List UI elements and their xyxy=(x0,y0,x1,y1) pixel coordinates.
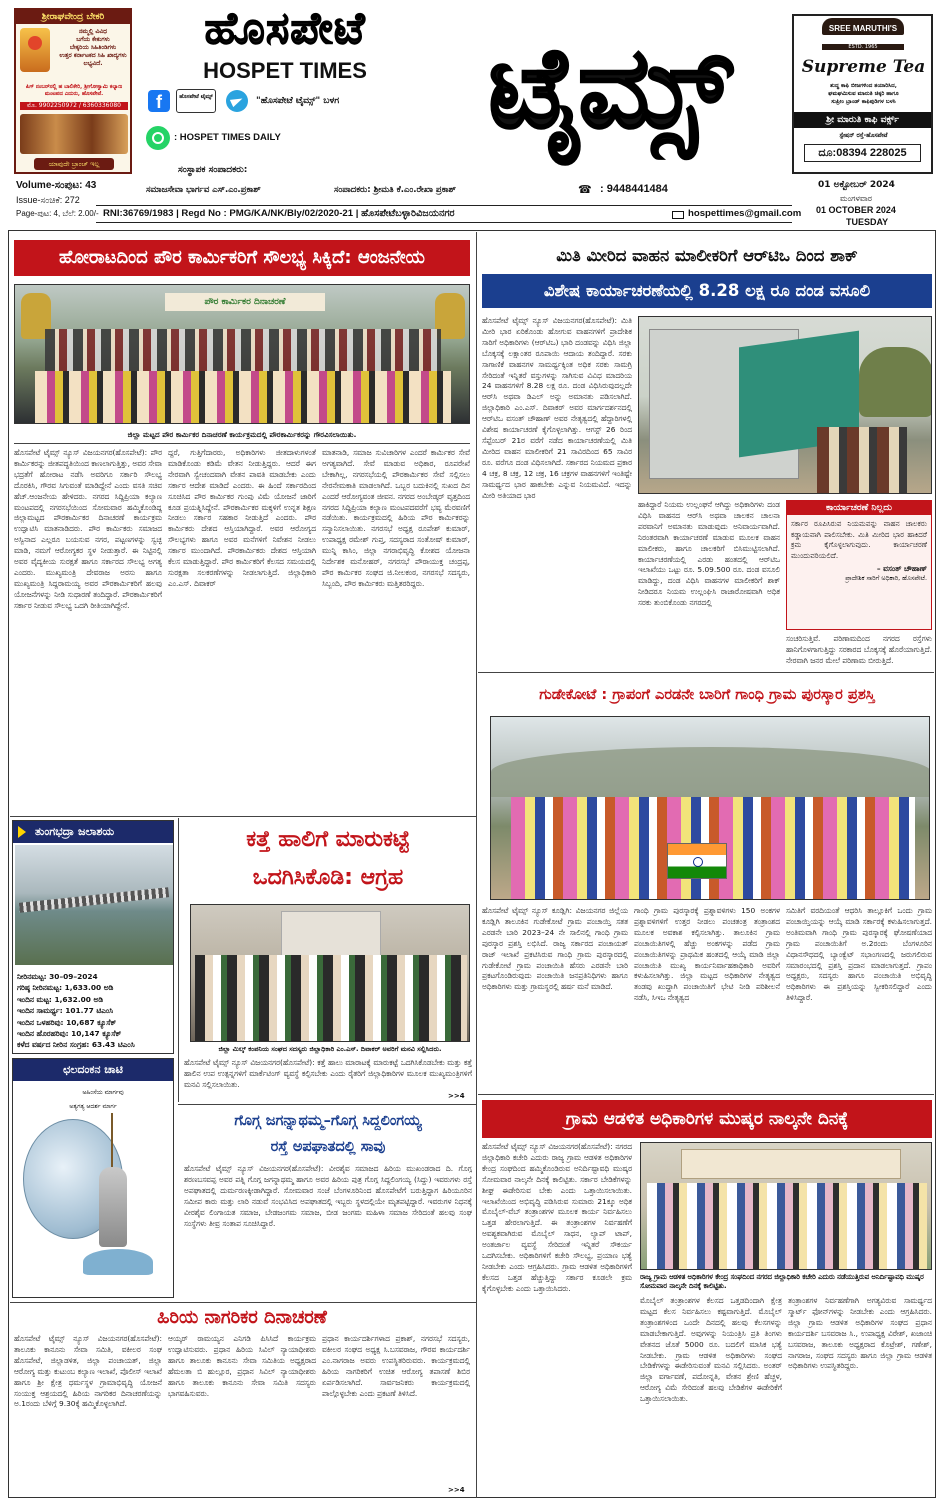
title-kannada: ಹೊಸಪೇಟೆ xyxy=(204,3,366,54)
story7-col2: ಆಯ್ಕರ್ ರಾಮಯ್ಯನ ಎನಿಗಡಿ ಪಿಸಿಸಿದೆ ಕಾರ್ಯಕ್ರಮ ಉದ್ಘಾಟಿಸುವರು. ಪ್ರಧಾನ ಹಿರಿಯ ಸಿವಿಲ್ ನ್ಯಾಯಾಧೀಶರು ಹಾಗೂ ತಾಲೂಕು ಕಾನೂನು ಸೇವಾ ಸಮಿತಿಯ ಅಧ್ಯಕ್ಷರಾದ ಹೆಮಲತಾ ಬಿ ಹುಲ್ಲೂರ, ಪ್ರಧಾನ ಸಿವಿಲ್ ನ್ಯಾಯಾಧೀಶರು ಹಾಗೂ ತಾಲೂಕು ಕಾನೂನು ಸೇವಾ ಸಮಿತಿ ಸದಸ್ಯರು ಭಾಗವಹಿಸುವರು. xyxy=(168,1334,316,1398)
crowd-front-row xyxy=(35,371,451,423)
story5-caption: ಜಿಲ್ಲಾ ಮಿಲ್ಕ್ ಕಂಪನಿಯ ಸಂಘದ ಸದಸ್ಯರು ಜಿಲ್ಲಾಧಿಕಾರಿ ಎಂ.ಎಸ್. ದಿವಾಕರ್ ಅವರಿಗೆ ಮನವಿ ಸಲ್ಲಿಸಿದರು. xyxy=(218,1045,442,1053)
protesters xyxy=(647,1183,927,1269)
story6-headline-line2[interactable]: ರಸ್ತೆ ಅಪಘಾತದಲ್ಲಿ ಸಾವು xyxy=(270,1139,386,1155)
story7-col1: ಹೊಸಪೇಟೆ ಟೈಮ್ಸ್ ನ್ಯೂಸ್ ವಿಜಯನಗರ(ಹೊಸಪೇಟೆ): ತಾಲೂಕು ಕಾನೂನು ಸೇವಾ ಸಮಿತಿ, ವಕೀಲರ ಸಂಘ ಹೊಸಪೇಟೆ, ಜಿಲ್ಲಾಡಳಿತ, ಜಿಲ್ಲಾ ಪಂಚಾಯತ್, ಜಿಲ್ಲಾ ಆರೋಗ್ಯ ಮತ್ತು ಕುಟುಂಬ ಕಲ್ಯಾಣ ಇಲಾಖೆ, ಪೊಲೀಸ್ ಇಲಾಖೆ ಹಾಗೂ ಶ್ರೀ ಕ್ಷೇತ್ರ ಧರ್ಮಸ್ಥಳ ಗ್ರಾಮಾಭಿವೃದ್ಧಿ ಯೋಜನೆ ಸಂಯುಕ್ತ ಆಶ್ರಯದಲ್ಲಿ ಹಿರಿಯ ನಾಗರಿಕರ ದಿನಾಚರಣೆಯನ್ನು ಅ.1ರಂದು ಬೆಳಿಗ್ಗೆ 9.30ಕ್ಕೆ ಹಮ್ಮಿಕೊಳ್ಳಲಾಗಿದೆ. xyxy=(14,1334,162,1409)
title-english: HOSPET TIMES xyxy=(203,58,367,83)
editor-phone: : 9448441484 xyxy=(600,183,668,195)
editor: ಸಂಪಾದಕರು: ಶ್ರೀಮತಿ ಕೆ.ಎಂ.ರೇಖಾ ಪ್ರಕಾಶ್ xyxy=(334,185,456,195)
dam-date: ನೀರಿನಮಟ್ಟ: 30–09–2024 xyxy=(17,972,98,981)
story4-headline[interactable]: ಗ್ರಾಮ ಆಡಳಿತ ಅಧಿಕಾರಿಗಳ ಮುಷ್ಕರ ನಾಲ್ಕನೇ ದಿನಕ್ಕೆ xyxy=(482,1100,932,1138)
tea-ad-phone: ದೂ:08394 228025 xyxy=(804,144,921,162)
story1-photo-banner: ಪೌರ ಕಾರ್ಮಿಕರ ದಿನಾಚರಣೆ xyxy=(165,293,325,311)
hills xyxy=(491,747,930,797)
story5-photo xyxy=(190,904,470,1042)
deity-icon xyxy=(28,36,42,50)
bakery-ad-tagline: ಯಾವುದೇ ಬ್ರಾಂಚ್ ಇಲ್ಲ xyxy=(34,158,114,170)
trees xyxy=(859,347,932,417)
whatsapp-label: : HOSPET TIMES DAILY xyxy=(174,132,281,143)
tea-ad-line: ಘಮಘಮಿಸುವ ಮಾರುತಿ ಚಿಕ್ಕರಿ ಹಾಗೂ xyxy=(828,91,899,97)
crowd-back-row xyxy=(45,329,441,371)
date-kn: 01 ಅಕ್ಟೋಬರ್ 2024 xyxy=(818,180,895,190)
story1-col3: ಮಾತನಾಡಿ, ಸಮಾಜ ಸುವಿಚಾರಿಗಳ ಎಂದರೆ ಕಾರ್ಮಿಕರ ಸೇವೆ ಅಗತ್ಯವಾಗಿದೆ. ಸೇವೆ ಮಾಡುವ ಅಧಿಕಾರ, ರೂಪರೇಖೆ ಬೇಕಾಗಿಲ್ಲ, ನಗರಸಭೆಯಲ್ಲಿ ಪೌರಕಾರ್ಮಿಕರ ಸೇವೆ ಸಲ್ಲಿಸಲು ನೇರನೇಮಕಾತಿ ಮಾಡಲಾಗಿದೆ. ಒಬ್ಬರ ಬದುಕಿನಲ್ಲಿ ಸುಖದ ದಿನ ಎಂದರೆ ಆರೋಗ್ಯವಂತ ಜೀವನ. ನಗರದ ಅಂಬೇಡ್ಕರ್ ವೃತ್ತದಿಂದ ನಗರದ ಸಿದ್ದಿಪ್ರಿಯಾ ಕಲ್ಯಾಣ ಮಂಟಪದವರೆಗೆ ಭವ್ಯ ಮೆರವಣಿಗೆ ನಡೆಯಿತು. ಕಾರ್ಯಕ್ರಮದಲ್ಲಿ ಹಿರಿಯ ಪೌರ ಕಾರ್ಮಿಕರನ್ನು ಸನ್ಮಾನಿಸಲಾಯಿತು. ನಗರಸಭೆ ಅಧ್ಯಕ್ಷ ರೂಪೇಶ್ ಕುಮಾರ್, ಉಪಾಧ್ಯಕ್ಷ ರಮೇಶ್ ಗುಪ್ತ, ಸದಸ್ಯರಾದ ಸಂತೋಷ್ ಕುಮಾರ್, ಮುನ್ನಿ ಕಾಸಿಂ, ಜಿಲ್ಲಾ ನಗರಾಭಿವೃದ್ಧಿ ಕೋಶದ ಯೋಜನಾ ನಿರ್ದೇಶಕ ಮನೋಹರ್, ನಗರಸಭೆ ಪೌರಾಯುಕ್ತ ಚಂದ್ರಪ್ಪ, ಪೌರ ಕಾರ್ಮಿಕರ ಸಂಘದ ಜಿ.ನೀಲಕಂಠ, ನಗರಸಭೆ ಸದಸ್ಯರು, ಸಿಬ್ಬಂದಿ, ಪೌರ ಕಾರ್ಮಿಕರು ಮತ್ತಿತರರಿದ್ದರು. xyxy=(322,448,470,588)
story6-bottom-rule xyxy=(10,1302,476,1303)
pedestal-icon xyxy=(83,1249,153,1275)
story5-headline-line1[interactable]: ಕತ್ತೆ ಹಾಲಿಗೆ ಮಾರುಕಟ್ಟೆ xyxy=(246,827,410,852)
tea-ad-line: ಶುದ್ಧ ಕಾಫಿ ಬೀಜಗಳಿಂದ ತಯಾರಿಸಿದ, xyxy=(830,83,897,89)
banner xyxy=(681,1149,901,1179)
email[interactable]: hospettimes@gmail.com xyxy=(688,208,802,219)
story2-headline-line2[interactable]: ವಿಶೇಷ ಕಾರ್ಯಾಚರಣೆಯಲ್ಲಿ 8.28 ಲಕ್ಷ ರೂ ದಂಡ ವಸೂಲಿ xyxy=(482,274,932,308)
cartoon-bubble-1: ಅಹಿಂಸೆಯ ಮಾರ್ಗವು xyxy=(82,1089,124,1096)
story6-text: ಹೊಸಪೇಟೆ ಟೈಮ್ಸ್ ನ್ಯೂಸ್ ವಿಜಯನಗರ(ಹೊಸಪೇಟೆ): ವೀರಶೈವ ಸಮಾಜದ ಹಿರಿಯ ಮುಖಂಡರಾದ ದಿ. ಗೊಗ್ಗ ಶರಣಬಸವಪ್ಪ ಅವರ ಪತ್ನಿ ಗೊಗ್ಗ ಜಗನ್ನಾಥಮ್ಮ ಹಾಗೂ ಅವರ ಹಿರಿಯ ಪುತ್ರ ಗೊಗ್ಗ ಸಿದ್ದಲಿಂಗಯ್ಯ (ಸಿದ್ದು) ಇವರುಗಳು ರಸ್ತೆ ಅಪಘಾತದಲ್ಲಿ ದುರ್ಮರಣಕ್ಕೀಡಾಗಿದ್ದಾರೆ. ಸೋಮವಾರ ಸಂಜೆ ಬೆಂಗಳೂರಿನಿಂದ ಹೊಸಪೇಟೆಗೆ ಬರುತ್ತಿದ್ದಾಗ ಹಿರಿಯೂರಿನ ಸಮೀಪ ಕಾರು ಮತ್ತು ಲಾರಿ ನಡುವೆ ಸಂಭವಿಸಿದ ಅಪಘಾತದಲ್ಲಿ ಇಬ್ಬರು ಸ್ಥಳದಲ್ಲಿಯೇ ಮೃತಪಟ್ಟಿದ್ದಾರೆ. ಇವರುಗಳ ನಿಧನಕ್ಕೆ ವೀರಶೈವ ಲಿಂಗಾಯತ ಸಮಾಜ, ಬೇಡಜಂಗಮ ಸಮಾಜ, ಬೀಡ ಜಂಗಮ ಮಹಿಳಾ ಸಮಾಜ ಸೇರಿದಂತೆ ಹಲವು ಸಂಘ ಸಂಸ್ಥೆಗಳು ತೀವ್ರ ಸಂತಾಪ ಸೂಚಿಸಿದ್ದಾರೆ. xyxy=(184,1164,472,1228)
bakery-ad-address: ಪಿಗ್ ನಂಬರ್‌ನಲ್ಲಿ ಹ ಬಾಲಿಕೇರಿ, ಶ್ರೀಗೋಸ್ವಾಮಿ ಕಲ್ಯಾಣ ಮಂಟಪದ ಎದುರು, ಹೊಸಪೇಟೆ. xyxy=(25,84,123,97)
page-price: Page-ಪುಟ: 4, ಬೆಲೆ: 2.00/- xyxy=(16,209,99,218)
story1-photo xyxy=(14,284,470,424)
story3-col3: ಸಮಿತಿಗೆ ವರದಿಯಂತೆ ಆಧರಿಸಿ ತಾಲ್ಲೂಕಿಗೆ ಒಂದು ಗ್ರಾಮ ಪಂಚಾಯ್ತಿಯನ್ನು ಆಯ್ಕೆ ಮಾಡಿ ಸರ್ಕಾರಕ್ಕೆ ಕಳುಹಿಸಲಾಗುತ್ತದೆ. ಅಂತಿಮವಾಗಿ ಗಾಂಧಿ ಗ್ರಾಮ ಪುರಸ್ಕಾರಕ್ಕೆ ಘೋಷಣೆಯಾದ ಗ್ರಾಮ ಪಂಚಾಯಿತಿಗೆ ಅ.2ರಂದು ಬೆಂಗಳೂರಿನ ವಿಧಾನಸೌಧದಲ್ಲಿ ಬ್ಯಾಂಕ್ವೆಟ್ ಸಭಾಂಗಣದಲ್ಲಿ ಜರುಗಲಿರುವ ಸಮಾರಂಭದಲ್ಲಿ ಪ್ರಶಸ್ತಿ ಪ್ರದಾನ ಮಾಡಲಾಗುತ್ತದೆ. ಗ್ರಾಪಂ ಅಧ್ಯಕ್ಷರು, ಸದಸ್ಯರು ಹಾಗೂ ಪಂಚಾಯಿತಿ ಅಭಿವೃದ್ಧಿ ಅಧಿಕಾರಿಗಳು ಈ ಪ್ರಶಸ್ತಿಯನ್ನು ಸ್ವೀಕರಿಸಲಿದ್ದಾರೆ ಎಂದು ತಿಳಿಸಿದ್ದಾರೆ. xyxy=(786,906,932,1003)
story6-headline-line1[interactable]: ಗೊಗ್ಗ ಜಗನ್ನಾಥಮ್ಮ–ಗೊಗ್ಗ ಸಿದ್ದಲಿಂಗಯ್ಯ xyxy=(234,1113,422,1129)
figure-icon xyxy=(99,1167,127,1247)
facebook-icon[interactable]: f xyxy=(148,90,170,112)
bakery-ad-phone: ಮೊ. 9902250972 / 6360336080 xyxy=(20,102,128,110)
dam-photo xyxy=(15,845,173,965)
story2-quote-sign: – ವಸಂತ್ ಚೌಹಾಣ್ xyxy=(876,564,927,574)
telegram-group-label: "ಹೊಸಪೇಟೆ ಟೈಮ್ಸ್" ಬಳಗ xyxy=(256,96,340,106)
story5-bottom-rule xyxy=(178,1104,476,1105)
national-flag xyxy=(667,843,727,879)
day-kn: ಮಂಗಳವಾರ xyxy=(840,194,873,203)
bakery-ad-line: ನಮ್ಮಲ್ಲಿ ವಿವಿಧ xyxy=(78,28,108,35)
dam-current-level: ಇಂದಿನ ಮಟ್ಟ: 1,632.00 ಅಡಿ xyxy=(17,994,104,1004)
officers xyxy=(817,427,907,493)
story7-col3: ಪ್ರಧಾನ ಕಾರ್ಯದರ್ಶಿಗಳಾದ ಪ್ರಕಾಶ್, ನಗರಸಭೆ ಸದಸ್ಯರು, ವಕೀಲರ ಸಂಘದ ಅಧ್ಯಕ್ಷ ಸಿ.ಬಸವರಾಜ, ಗೌರವ ಕಾರ್ಯದರ್ಶಿ ಎಂ.ನಾಗರಾಜ ಅವರು ಉಪಸ್ಥಿತರಿರುವರು. ಕಾರ್ಯಕ್ರಮದಲ್ಲಿ ಹಿರಿಯ ನಾಗರಿಕರಿಗೆ ಉಚಿತ ಆರೋಗ್ಯ ತಪಾಸಣೆ ಶಿಬಿರ ಏರ್ಪಡಿಸಲಾಗಿದೆ. ಸಾರ್ವಜನಿಕರು ಕಾರ್ಯಕ್ರಮದಲ್ಲಿ ಪಾಲ್ಗೊಳ್ಳಬೇಕು ಎಂದು ಪ್ರಕಟಣೆ ತಿಳಿಸಿದೆ. xyxy=(322,1334,470,1398)
story2-col3: ಸಂಚರಿಸುತ್ತಿವೆ. ಪರಿಣಾಮದಿಂದ ನಗರದ ರಸ್ತೆಗಳು ಹಾನಿಗೊಳಗಾಗುತ್ತಿದ್ದು ಸರಕಾರದ ಬೊಕ್ಕಸಕ್ಕೆ ಹೊರೆಯಾಗುತ್ತಿದೆ. ನೇರವಾಗಿ ಜನರ ಮೇಲೆ ಪರಿಣಾಮ ಬೀರುತ್ತಿದೆ. xyxy=(786,634,932,665)
bakery-ad-line: ಬೇಕ್ಕರಿಯ ಸಿಹಿತಿಂಡಿಗಳು xyxy=(69,44,117,51)
mail-icon xyxy=(672,211,684,219)
story3-bottom-rule xyxy=(478,1094,934,1095)
story1-bottom-rule xyxy=(10,816,476,817)
facebook-page-label[interactable]: ಹೊಸಪೇಟೆ ಟೈಮ್ಸ್ xyxy=(176,89,216,113)
story3-photo xyxy=(490,716,930,900)
rni: RNI:36769/1983 | Regd No : PMG/KA/NK/Bly/02/2020-21 | ಹೊಸಪೇಟೆಬಳ್ಳಾರಿವಿಜಯನಗರ xyxy=(103,208,455,219)
story3-col1: ಹೊಸಪೇಟೆ ಟೈಮ್ಸ್ ನ್ಯೂಸ್ ಕೂಡ್ಲಿಗಿ: ವಿಜಯನಗರ ಜಿಲ್ಲೆಯ ಕೂಡ್ಲಿಗಿ ತಾಲೂಕಿನ ಗುಡೇಕೋಟೆ ಗ್ರಾಮ ಪಂಚಾಯ್ತಿ ಸತತ ಎರಡನೇ ಬಾರಿ 2023–24 ನೇ ಸಾಲಿನಲ್ಲಿ ಗಾಂಧಿ ಗ್ರಾಮ ಪುರಸ್ಕಾರ ಪ್ರಶಸ್ತಿ ಲಭಿಸಿದೆ. ರಾಜ್ಯ ಸರ್ಕಾರದ ಪಂಚಾಯತ್ ರಾಜ್ ಇಲಾಖೆ ಪ್ರಕಟಿಸಿರುವ ಗಾಂಧಿ ಗ್ರಾಮ ಪುರಸ್ಕಾರದಲ್ಲಿ ಗುಡೇಕೋಟೆ ಗ್ರಾಮ ಪಂಚಾಯಿತಿ ಹೆಸರು ಎರಡನೇ ಬಾರಿ ಪ್ರಕಟಗೊಂಡಿರುವುದು ಪಂಚಾಯಿತಿ ಜನಪ್ರತಿನಿಧಿಗಳು ಹಾಗೂ ಅಧಿಕಾರಿಗಳು ಮತ್ತು ಗ್ರಾಮಸ್ಥರಲ್ಲಿ ಹರ್ಷ ಮನೆ ಮಾಡಿದೆ. xyxy=(482,906,628,992)
tea-ad-estd: ESTD. 1965 xyxy=(822,44,904,50)
bakery-ad-title: ಶ್ರೀರಾಘವೇಂದ್ರ ಬೇಕರಿ xyxy=(16,10,130,24)
issue: Issue-ಸಂಚಿಕೆ: 272 xyxy=(16,195,80,205)
day-en: TUESDAY xyxy=(846,217,889,227)
bakery-ad-photo xyxy=(20,28,50,72)
whatsapp-icon[interactable] xyxy=(146,126,170,150)
dam-inflow: ಇಂದಿನ ಒಳಹರಿವು: 10,687 ಕ್ಯೂಸೆಕ್ xyxy=(17,1017,117,1027)
story4-caption: ರಾಜ್ಯ ಗ್ರಾಮ ಆಡಳಿತ ಅಧಿಕಾರಿಗಳ ಕೇಂದ್ರ ಸಂಘದಿಂದ ನಗರದ ಜಿಲ್ಲಾಧಿಕಾರಿ ಕಚೇರಿ ಎದುರು ನಡೆಯುತ್ತಿರುವ ಅನಿರ್ದಿಷ್ಟಾವಧಿ ಮುಷ್ಕರ ಸೋಮವಾರ ನಾಲ್ಕನೇ ದಿನಕ್ಕೆ ಕಾಲಿಟ್ಟಿತು. xyxy=(640,1273,924,1290)
dam-structure xyxy=(19,887,169,913)
date-en: 01 OCTOBER 2024 xyxy=(816,205,896,215)
tea-ad-brand: Supreme Tea xyxy=(801,57,926,77)
story5-more[interactable]: >>4 xyxy=(448,1092,465,1100)
center-rule xyxy=(476,232,477,1498)
tea-ad-line: ಸುಪ್ರೀಂ ಬ್ರಾಂಡ್ ಕಾಫಿಪುಡಿಗಳ ಬಳಸಿ xyxy=(831,99,896,105)
dam-capacity: ಇಂದಿನ ಸಾಮರ್ಥ್ಯ: 101.77 ಟಿಎಂಸಿ xyxy=(17,1006,114,1016)
story4-col2: ಮೊಬೈಲ್ ತಂತ್ರಾಂಶಗಳ ಕೆಲಸದ ಒತ್ತಡದಿಂದಾಗಿ ಕ್ಷೇತ್ರ ಮಟ್ಟದ ಕೆಲಸ ನಿರ್ವಹಿಸಲು ಕಷ್ಟವಾಗುತ್ತಿದೆ. ಮೊಬೈಲ್ ತಂತ್ರಾಂಶಗಳಿಂದ ಒಂದೇ ದಿನದಲ್ಲಿ ಹಲವು ಕೆಲಸಗಳನ್ನು ಮಾಡಬೇಕಾಗುತ್ತಿದೆ. ಅವುಗಳನ್ನು ನಿಯಂತ್ರಿಸಿ ಪ್ರತಿ ತಿಂಗಳು ವೇತನದ ಜೊತೆ 5000 ರೂ. ಬದಲಿಗೆ ಮಾಸಿಕ ಭತ್ಯೆ ನೀಡಬೇಕು. ಗ್ರಾಮ ಆಡಳಿತ ಅಧಿಕಾರಿಗಳು ಸಂಘದ ಬೇಡಿಕೆಗಳನ್ನು ಈಡೇರಿಸುವಂತೆ ಮನವಿ ಸಲ್ಲಿಸಿದರು. ಅಂತರ್ ಜಿಲ್ಲಾ ವರ್ಗಾವಣೆ, ಪದೋನ್ನತಿ, ವೇತನ ಶ್ರೇಣಿ ಹೆಚ್ಚಳ, ಆರೋಗ್ಯ ವಿಮೆ ಸೇರಿದಂತೆ ಹಲವು ಬೇಡಿಕೆಗಳ ಈಡೇರಿಕೆಗೆ ಒತ್ತಾಯಿಸಲಾಯಿತು. xyxy=(640,1296,782,1404)
bakery-ad-line: ಉತ್ತರ ಕರ್ನಾಟಕದ ಸಿಹಿ ಖಾದ್ಯಗಳು ಲಭ್ಯವಿದೆ. xyxy=(59,52,127,67)
editor-phone-number: 9448441484 xyxy=(606,183,668,195)
bakery-ad-line: ಬಗೆಯ ಕೇಕುಗಳು xyxy=(76,36,110,43)
building xyxy=(281,911,381,961)
tea-ad-shop: ಶ್ರೀ ಮಾರುತಿ ಕಾಫಿ ವರ್ಕ್ಸ್ xyxy=(794,112,931,128)
telegram-icon[interactable] xyxy=(226,90,248,112)
group-of-people xyxy=(195,955,467,1041)
story2-col1: ಹೊಸಪೇಟೆ ಟೈಮ್ಸ್ ನ್ಯೂಸ್ ವಿಜಯನಗರ(ಹೊಸಪೇಟೆ): ಮಿತಿ ಮೀರಿ ಭಾರ ಏರಿಕೊಂಡು ಹೋಗುವ ವಾಹನಗಳಿಗೆ ಪ್ರಾದೇಶಿಕ ಸಾರಿಗೆ ಅಧಿಕಾರಿಗಳು (ಆರ್‌ಟಿಒ) ಭಾರಿ ದಂಡವನ್ನು ವಿಧಿಸಿ ಜಿಲ್ಲಾ ಬೊಕ್ಕಸಕ್ಕೆ ಲಕ್ಷಾಂತರ ರೂಪಾಯಿ ಆದಾಯ ತಂದಿದ್ದಾರೆ. ಸರಕು ಸಾಗಾಣಿಕೆ ವಾಹನಗಳ ಸಾಮರ್ಥ್ಯಕ್ಕಿಂತ ಅಧಿಕ ಸರಕು ಸಾಮಗ್ರಿ ಸೇರಿದಂತೆ ಇನ್ನಿತರೆ ವಸ್ತುಗಳನ್ನು ಸಾಗಿಸುವ ವಿವಿಧ ಮಾದರಿಯ 24 ವಾಹನಗಳಿಗೆ 8.28 ಲಕ್ಷ ರೂ. ದಂಡ ವಿಧಿಸಿರುವುದಲ್ಲದೇ ಆರ್‌ಸಿ ಅಥವಾ ಡಿಎಲ್ ಅನ್ನು ಅಮಾನತು ಪಡಿಸಲಾಗಿದೆ. ಜಿಲ್ಲಾಧಿಕಾರಿ ಎಂ.ಎಸ್. ದಿವಾಕರ್ ಅವರ ಮಾರ್ಗದರ್ಶನದಲ್ಲಿ ಆರ್‌ಟಿಒ ವಸಂತ್ ಚೌಹಾಣ್ ಅವರ ನೇತೃತ್ವದಲ್ಲಿ ಹೆದ್ದಾರಿಗಳಲ್ಲಿ ವಿಶೇಷ ಕಾರ್ಯಾಚರಣೆ ಕೈಗೊಳ್ಳಲಾಗಿತ್ತು. ಆಗಸ್ಟ್ 26 ರಿಂದ ಸೆಪ್ಟೆಂಬರ್ 21ರ ವರೆಗೆ ನಡೆದ ಕಾರ್ಯಾಚರಣೆಯಲ್ಲಿ ಮಿತಿ ಮೀರಿದ ವಾಹನ ಮಾಲೀಕರಿಗೆ 21 ಸಾವಿರದಿಂದ 65 ಸಾವಿರ ರೂ. ವರೆಗೂ ದಂಡ ವಿಧಿಸಲಾಗಿದೆ. ಸರ್ಕಾರದ ನಿಯಮದ ಪ್ರಕಾರ 4 ಚಕ್ರ, 8 ಚಕ್ರ, 12 ಚಕ್ರ, 16 ಚಕ್ರಗಳ ವಾಹನಗಳಿಗೆ ಇಂತಿಷ್ಟೇ ಸಾಮರ್ಥ್ಯದ ಭಾರ ಹಾಕಬೇಕು ಎನ್ನುವ ನಿಯಮವಿದೆ. ಇದನ್ನು ಮೀರಿ ಅತಿಯಾದ ಭಾರ xyxy=(482,316,632,500)
cartoon-title: ಛಲದಂಕನ ಚಾಟಿ xyxy=(13,1059,173,1081)
bakery-ad[interactable] xyxy=(14,8,132,174)
story2-quote-role: ಪ್ರಾದೇಶಿಕ ಸಾರಿಗೆ ಅಧಿಕಾರಿ, ಹೊಸಪೇಟೆ. xyxy=(845,574,927,583)
story1-caption: ಜಿಲ್ಲಾ ಮಟ್ಟದ ಪೌರ ಕಾರ್ಮಿಕರ ದಿನಾಚರಣೆ ಕಾರ್ಯಕ್ರಮದಲ್ಲಿ ಪೌರಕಾರ್ಮಿಕರನ್ನು ಗೌರವಿಸಲಾಯಿತು. xyxy=(127,430,357,439)
story1-headline[interactable]: ಹೋರಾಟದಿಂದ ಪೌರ ಕಾರ್ಮಿಕರಿಗೆ ಸೌಲಭ್ಯ ಸಿಕ್ಕಿದೆ: ಆಂಜನೇಯ xyxy=(14,240,470,276)
cartoon-bubble-2: ಅತ್ಯಗತ್ಯ ಆದರ್ಶ ಮಾರ್ಗ xyxy=(69,1103,117,1110)
story3-col2: ಗಾಂಧಿ ಗ್ರಾಮ ಪುರಸ್ಕಾರಕ್ಕೆ ಪ್ರಶ್ನಾವಳಿಗಳು 150 ಅಂಕಗಳ ಪ್ರಶ್ನಾವಳಿಗಳಿಗೆ ಉತ್ತರ ನೀಡಲು ಪಂಚತಂತ್ರ ತಂತ್ರಾಂಶದ ಮೂಲಕ ಅವಕಾಶ ಕಲ್ಪಿಸಲಾಗಿತ್ತು. ತಾಲೂಕಿನ ಗ್ರಾಮ ಪಂಚಾಯಿತಿಗಳಲ್ಲಿ ಹೆಚ್ಚು ಅಂಕಗಳನ್ನು ಪಡೆದ ಗ್ರಾಮ ಪಂಚಾಯಿತಿಗಳನ್ನು ಪ್ರಾಥಮಿಕ ಹಂತದಲ್ಲಿ ಆಯ್ಕೆ ಮಾಡಿ ಜಿಲ್ಲಾ ಪಂಚಾಯಿತಿ ಮುಖ್ಯ ಕಾರ್ಯನಿರ್ವಾಹಕಾಧಿಕಾರಿ ಅವರಿಗೆ ಕಳುಹಿಸಲಾಗಿತ್ತು. ಜಿಲ್ಲಾ ಮಟ್ಟದ ಅಧಿಕಾರಿಗಳ ನೇತೃತ್ವದ ತಂಡವು ಖುದ್ದಾಗಿ ಪಂಚಾಯಿತಿಗೆ ಭೇಟಿ ನೀಡಿ ಪರಿಶೀಲನೆ ನಡೆಸಿ, ಸಿಇಒ ನೇತೃತ್ವದ xyxy=(634,906,780,1003)
story3-headline[interactable]: ಗುಡೇಕೋಟೆ : ಗ್ರಾಪಂಗೆ ಎರಡನೇ ಬಾರಿಗೆ ಗಾಂಧಿ ಗ್ರಾಮ ಪುರಸ್ಕಾರ ಪ್ರಶಸ್ತಿ xyxy=(539,687,875,703)
story5-left-rule xyxy=(178,818,179,1102)
story2-truck-photo xyxy=(638,316,932,494)
dam-title-icon xyxy=(18,826,26,838)
dam-last-year: ಕಳೆದ ವರ್ಷದ ನೀರಿನ ಸಂಗ್ರಹ: 63.43 ಟಿಎಂಸಿ xyxy=(17,1040,135,1050)
title-times-big: ಟೈಮ್ಸ್ xyxy=(488,23,732,153)
story1-caption-rule xyxy=(14,443,470,444)
story7-headline[interactable]: ಹಿರಿಯ ನಾಗರಿಕರ ದಿನಾಚರಣೆ xyxy=(157,1307,327,1328)
tea-ad[interactable] xyxy=(792,14,933,174)
story1-col2: ದ್ದರೆ, ಗುತ್ತಿಗೆದಾರರು, ಅಧಿಕಾರಿಗಳು ಜೀತದಾಳುಗಳಂತೆ ಮಾಡಿಕೊಂಡು ಕಡಿಮೆ ವೇತನ ನೀಡುತ್ತಿದ್ದರು. ಆದರೆ ಈಗ ನೇರವಾಗಿ ಸ್ವೇಚಂದವಾಗಿ ವೇತನ ಪಾವತಿ ಮಾಡಬೇಕು ಎಂದು ಸರ್ಕಾರ ಆದೇಶ ಮಾಡಿದೆ ಎಂದರು. ಈ ಹಿಂದೆ ಸರ್ಕಾರದಿಂದ ಸೂಚಿಸಿದ ಪೌರ ಕಾರ್ಮಿಕರ ಗುಂಪು ವಿಮೆ ಯೋಜನೆ ಜಾರಿಗೆ ಕೂಡ ಪ್ರಯತ್ನಿಸಿದ್ದೇನೆ. ಪೌರಕಾರ್ಮಿಕರ ಮಕ್ಕಳಿಗೆ ಉನ್ನತ ಶಿಕ್ಷಣ ನೀಡಲು ಸರ್ಕಾರ ಸಹಕಾರ ನೀಡುತ್ತಿದೆ ಎಂದರು. ಪೌರ ಕಾರ್ಮಿಕರು ದೇಶದ ಆಸ್ತಿಯಾಗಿದ್ದಾರೆ. ಅವರ ಆರೋಗ್ಯದ ಸೌಲಭ್ಯಗಳು ಹಾಗೂ ಅವರ ಮನೆಗಳಿಗೆ ನಿವೇಶನ ನೀಡಲು ಸರ್ಕಾರ ಮುಂದಾಗಿದೆ. ಪೌರಕಾರ್ಮಿಕರು ದೇಶದ ಆಸ್ತಿಯಾಗಿ ಕೆಲಸ ಮಾಡುತ್ತಿದ್ದಾರೆ. ಪೌರ ಕಾರ್ಮಿಕರಿಗೆ ಕೆಲಸದ ಸಮಯದಲ್ಲಿ ಸುರಕ್ಷತಾ ಸಲಕರಣೆಗಳನ್ನು ನೀಡಲಾಗುತ್ತಿದೆ. ಜಿಲ್ಲಾಧಿಕಾರಿ ಎಂ.ಎಸ್. ದಿವಾಕರ್ xyxy=(168,448,316,588)
story2-col2: ಹಾಕಿದ್ದಾರೆ ನಿಯಮ ಉಲ್ಲಂಘನೆ ಆಗಿದ್ದು ಅಧಿಕಾರಿಗಳು ದಂಡ ವಿಧಿಸಿ ವಾಹನದ ಆರ್‌ಸಿ ಅಥವಾ ಚಾಲಕನ ಚಾಲನಾ ಪರವಾನಿಗೆ ಅಮಾನತು ಮಾಡುವುದು ಅನಿವಾರ್ಯವಾಗಿದೆ. ನಿರಂತರವಾಗಿ ಕಾರ್ಯಾಚರಣೆ ಮಾಡುವ ಮೂಲಕ ವಾಹನ ಮಾಲೀಕರು, ಹಾಗೂ ಚಾಲಕರಿಗೆ ಬಿಸಿಮುಟ್ಟಿಸಲಾಗಿದೆ. ಕಾರ್ಯಾಚರಣೆಯಲ್ಲಿ ಎರಡು ಹಂತದಲ್ಲಿ ಆರ್‌ಟಿಒ ಇಲಾಖೆಯು ಒಟ್ಟು ರೂ. 5.09.500 ರೂ. ದಂಡ ವಸೂಲಿ ಮಾಡಿದ್ದು, ದಂಡ ವಿಧಿಸಿ ವಾಹನಗಳ ಮಾಲೀಕರಿಗೆ ಶಾಕ್ ನೀಡಿದರೂ ನಿಯಮ ಉಲ್ಲಂಘಿಸಿ ರಾಜಾರೋಷವಾಗಿ ಅಧಿಕ ಸರಕು ತುಂಬಿಕೊಂಡು ನಗರದಲ್ಲಿ xyxy=(638,500,780,608)
story1-col1: ಹೊಸಪೇಟೆ ಟೈಮ್ಸ್ ನ್ಯೂಸ್ ವಿಜಯನಗರ(ಹೊಸಪೇಟೆ): ಪೌರ ಕಾರ್ಮಿಕರನ್ನು ಜೀತಪದ್ಧತಿಯಿಂದ ಕಾಣಲಾಗುತ್ತಿತ್ತು, ಅವರ ಸೇವಾ ಭದ್ರತೆಗೆ ಹೋರಾಟ ನಡೆಸಿ ಅವರಿಗೂ ಸರ್ಕಾರಿ ಸೌಲಭ್ಯ ದೊರಕಿಸಿ, ಗೌರವ ಸಿಗುವಂತೆ ಮಾಡಿದ್ದೇನೆ ಎಂದು ವಸತಿ ಸಚಿವ ಹೆಚ್.ಆಂಜನೇಯ ಹೇಳಿದರು. ನಗರದ ಸಿದ್ದಿಪ್ರಿಯಾ ಕಲ್ಯಾಣ ಮಂಟಪದಲ್ಲಿ ನಗರಸಭೆಯಿಂದ ಸೋಮವಾರ ಹಮ್ಮಿಕೊಂಡಿದ್ದ ಜಿಲ್ಲಾಮಟ್ಟದ ಪೌರಕಾರ್ಮಿಕರ ದಿನಾಚರಣೆ ಕಾರ್ಯಕ್ರಮ ಉದ್ಘಾಟಿಸಿ ಮಾತನಾಡಿದರು. ಪೌರ ಕಾರ್ಮಿಕರು ಸಮಾಜದ ಅಸ್ವಿನಾದ ಎಲ್ಲರೂ ಬಯಸುವ ನಗರ, ಪಟ್ಟಣಗಳನ್ನು ಸ್ವಚ್ಛ ಮಾಡಿ, ನಮಗೆ ಆರೋಗ್ಯಕರ ಸ್ಥಳ ನೀಡುತ್ತಾರೆ. ಈ ನಿಟ್ಟಿನಲ್ಲಿ ಅವರ ವೈದ್ಯಕೀಯ ಸುರಕ್ಷತೆ ಹಾಗೂ ಸರ್ಕಾರದ ಸೌಲಭ್ಯ ಅಗತ್ಯ ಎಂದರು. ಮುಖ್ಯಮಂತ್ರಿ ದೇವರಾಜ ಅರಸು ಹಾಗೂ ಮುಖ್ಯಮಂತ್ರಿ ಸಿದ್ದರಾಮಯ್ಯ ಅವರ ಪೌರಕಾರ್ಮಿಕರಿಗೆ ಹಲವು ಯೋಜನೆಗಳನ್ನು ನೀಡಿ ಸುಧಾರಣೆ ತಂದಿದ್ದಾರೆ. ಪೌರಕಾರ್ಮಿಕರಿಗೆ ಸರ್ಕಾರ ನೀಡುವ ಸೌಲಭ್ಯ ಒದಗಿ ರೀತಿಯಾಗಿದ್ದೇನೆ. xyxy=(14,448,162,610)
rope-icon xyxy=(111,1113,113,1169)
story5-headline-line2[interactable]: ಒದಗಿಸಿಕೊಡಿ: ಆಗ್ರಹ xyxy=(252,865,404,890)
story2-quote-box xyxy=(786,500,932,630)
volume: Volume-ಸಂಪುಟ: 43 xyxy=(16,180,97,191)
tea-ad-brand-top: SREE MARUTHI'S xyxy=(822,18,904,35)
story4-col3: ತಂತ್ರಾಂಶಗಳ ನಿರ್ವಹಣೆಗಾಗಿ ಅಗತ್ಯವಿರುವ ಸಾಮರ್ಥ್ಯದ ಸ್ಮಾರ್ಟ್ ಫೋನ್‌ಗಳನ್ನು ನೀಡಬೇಕು ಎಂದು ಆಗ್ರಹಿಸಿದರು. ಜಿಲ್ಲಾ ಗ್ರಾಮ ಆಡಳಿತ ಅಧಿಕಾರಿಗಳ ಸಂಘದ ಪ್ರಧಾನ ಕಾರ್ಯದರ್ಶಿ ಬಸವರಾಜ ಸಿ., ಉಪಾಧ್ಯಕ್ಷ ವಿರೇಶ್, ಖಜಾಂಚಿ ಬಸವರಾಜ, ತಾಲೂಕು ಅಧ್ಯಕ್ಷರಾದ ಕೊಟ್ರೇಶ್, ಗಣೇಶ್, ನಾಗರಾಜ, ಸಂಘದ ಸದಸ್ಯರು ಹಾಗೂ ಜಿಲ್ಲಾ ಗ್ರಾಮ ಆಡಳಿತ ಅಧಿಕಾರಿಗಳು ಉಪಸ್ಥಿತರಿದ್ದರು. xyxy=(788,1296,932,1371)
story7-more[interactable]: >>4 xyxy=(448,1486,465,1494)
story5-text: ಹೊಸಪೇಟೆ ಟೈಮ್ಸ್ ನ್ಯೂಸ್ ವಿಜಯನಗರ(ಹೊಸಪೇಟೆ): ಕತ್ತೆ ಹಾಲು ಮಾರಾಟಕ್ಕೆ ಮಾರುಕಟ್ಟೆ ಒದಗಿಸಿಕೊಡಬೇಕು ಮತ್ತು ಕತ್ತೆ ಹಾಲಿನ ಉಪ ಉತ್ಪನ್ನಗಳಿಗೆ ಮಾರ್ಕೆಟಿಂಗ್ ವ್ಯವಸ್ಥೆ ಕಲ್ಪಿಸಬೇಕು ಎಂದು ರೈತರಿಗೆ ಜಿಲ್ಲಾಧಿಕಾರಿಗಳ ಮೂಲಕ ಮುಖ್ಯಮಂತ್ರಿಗಳಿಗೆ ಮನವಿ ಸಲ್ಲಿಸಲಾಯಿತು. xyxy=(184,1058,472,1089)
cartoon-box xyxy=(12,1058,174,1298)
story2-quote-title: ಕಾರ್ಯಾಚರಣೆ ನಿಲ್ಲದು xyxy=(787,501,931,515)
story2-quote-text: ಸರ್ಕಾರ ರೂಪಿಸಿರುವ ನಿಯಮವನ್ನು ವಾಹನ ಚಾಲಕರು ಕಡ್ಡಾಯವಾಗಿ ಪಾಲಿಸಬೇಕು. ಮಿತಿ ಮೀರಿದ ಭಾರ ಹಾಕಿದರೆ ಕ್ರಮ ಕೈಗೊಳ್ಳಲಾಗುವುದು. ಕಾರ್ಯಾಚರಣೆ ಮುಂದುವರಿಯಲಿದೆ. xyxy=(791,519,927,560)
story4-photo xyxy=(640,1142,932,1270)
phone-icon: ☎ xyxy=(578,183,592,196)
cake-image xyxy=(20,114,128,154)
masthead xyxy=(0,0,945,180)
story2-bottom-rule xyxy=(478,672,934,673)
story4-col1: ಹೊಸಪೇಟೆ ಟೈಮ್ಸ್ ನ್ಯೂಸ್ ವಿಜಯನಗರ(ಹೊಸಪೇಟೆ): ನಗರದ ಜಿಲ್ಲಾಧಿಕಾರಿ ಕಚೇರಿ ಎದುರು ರಾಜ್ಯ ಗ್ರಾಮ ಆಡಳಿತ ಅಧಿಕಾರಿಗಳ ಕೇಂದ್ರ ಸಂಘದಿಂದ ಹಮ್ಮಿಕೊಂಡಿರುವ ಅನಿರ್ದಿಷ್ಟಾವಧಿ ಮುಷ್ಕರ ಸೋಮವಾರ ನಾಲ್ಕನೇ ದಿನಕ್ಕೆ ಕಾಲಿಟ್ಟಿತು. ಸರ್ಕಾರ ಬೇಡಿಕೆಗಳನ್ನು ಶೀಘ್ರ ಈಡೇರಿಸುವ ಬೇಕು ಎಂದು ಒತ್ತಾಯಿಸಲಾಯಿತು. ಇಲಾಖೆಯಿಂದ ಅಭಿವೃದ್ಧಿ ಪಡಿಸಿರುವ ಸುಮಾರು 21ಕ್ಕೂ ಅಧಿಕ ಮೊಬೈಲ್-ವೆಬ್ ತಂತ್ರಾಂಶಗಳ ಮೂಲಕ ಕಾರ್ಯ ನಿರ್ವಹಿಸಲು ಒತ್ತಡ ಹೇರಲಾಗುತ್ತಿದೆ. ಈ ತಂತ್ರಾಂಶಗಳ ನಿರ್ವಹಣೆಗೆ ಅವಶ್ಯಕವಾಗಿರುವ ಮೊಬೈಲ್ ಸಾಧನ, ಲ್ಯಾಪ್ ಟಾಪ್, ಅಂತರ್ಜಾಲ ವ್ಯವಸ್ಥೆ ಸೇರಿದಂತೆ ಇನ್ನಿತರೆ ಸೌಕರ್ಯ ಒದಗಿಸಬೇಕು. ಅಧಿಕಾರಿಗಳಿಗೆ ಕಚೇರಿ ಸೌಲಭ್ಯ, ಪ್ರಯಾಣ ಭತ್ಯೆ ನೀಡಬೇಕು ಎಂದು ಆಗ್ರಹಿಸಿದರು. ಗ್ರಾಮ ಆಡಳಿತ ಅಧಿಕಾರಿಗಳಿಗೆ ಕೆಲಸದ ಒತ್ತಡ ಹೆಚ್ಚುತ್ತಿದ್ದು ಸರ್ಕಾರ ಕೂಡಲೇ ಕ್ರಮ ಕೈಗೊಳ್ಳಬೇಕು ಎಂದು ಒತ್ತಾಯಿಸಿದರು. xyxy=(482,1142,632,1293)
dam-outflow: ಇಂದಿನ ಹೊರಹರಿವು: 10,147 ಕ್ಯೂಸೆಕ್ xyxy=(17,1029,122,1039)
chakra-icon xyxy=(693,857,703,867)
founder-label: ಸಂಸ್ಥಾಪಕ ಸಂಪಾದಕರು: xyxy=(178,165,248,175)
info-bar xyxy=(0,178,945,232)
dam-box xyxy=(12,820,174,1054)
social-editor: ಸಮಾಜಸೇವಾ ಭಾರ್ಗವ ಎಸ್.ಎಂ.ಪ್ರಕಾಶ್ xyxy=(146,185,261,195)
dam-max-level: ಗರಿಷ್ಠ ನೀರಿನಮಟ್ಟ: 1,633.00 ಅಡಿ xyxy=(17,983,114,993)
tea-ad-address: ಸ್ಟೇಷನ್ ರಸ್ತೆ-ಹೊಸಪೇಟೆ xyxy=(839,132,888,139)
story2-headline-line1[interactable]: ಮಿತಿ ಮೀರಿದ ವಾಹನ ಮಾಲೀಕರಿಗೆ ಆರ್‌ಟಿಒ ದಿಂದ ಶಾಕ್ xyxy=(556,246,858,265)
dam-title: ತುಂಗಭದ್ರಾ ಜಲಾಶಯ xyxy=(13,821,173,843)
